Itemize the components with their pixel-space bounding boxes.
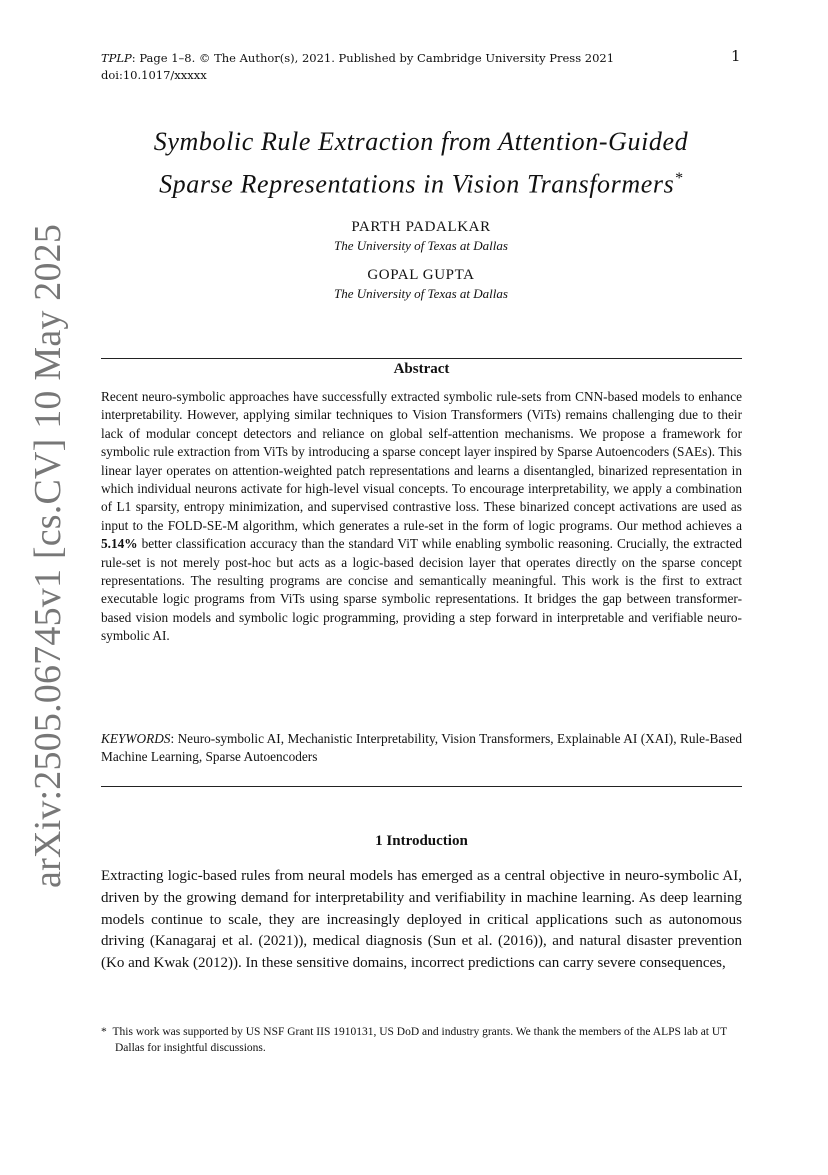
title-line-2: Sparse Representations in Vision Transformers*	[159, 169, 683, 199]
keywords-text: : Neuro-symbolic AI, Mechanistic Interpretability, Vision Transformers, Explainable AI (XAI), Rule-Based Machine Learning, Sparse Autoencoders	[101, 731, 742, 765]
page-number: 1	[731, 47, 741, 65]
abstract-bottom-rule	[101, 786, 742, 787]
footnote	[101, 1024, 742, 1056]
introduction-text: Extracting logic-based rules from neural models has emerged as a central objective in neuro-symbolic AI, driven by the growing demand for interpretability and verifiability in machine learning. As deep learning models continue to scale, they are increasingly deployed in critical applications such as autonomous driving (Kanagaraj et al. (2021)), medical diagnosis (Sun et al. (2016)), and natural disaster prevention (Ko and Kwak (2012)). In these sensitive domains, incorrect predictions can carry severe consequences,	[101, 868, 742, 972]
arxiv-side-stamp: arXiv:2505.06745v1 [cs.CV] 10 May 2025	[27, 223, 69, 888]
author-name: GOPAL GUPTA	[367, 267, 475, 283]
abstract-top-rule	[101, 358, 742, 359]
author-affiliation: The University of Texas at Dallas	[334, 286, 508, 301]
footnote-mark: *	[101, 1026, 107, 1038]
abstract-heading: Abstract	[393, 361, 450, 377]
section-heading-introduction: 1 Introduction	[375, 833, 468, 849]
journal-name: TPLP	[101, 51, 132, 65]
running-head	[101, 50, 661, 84]
running-head-line1	[101, 50, 661, 67]
running-head-rest: : Page 1–8. © The Author(s), 2021. Published by Cambridge University Press 2021	[131, 51, 615, 65]
author-affiliation: The University of Texas at Dallas	[334, 238, 508, 253]
author-name: PARTH PADALKAR	[351, 219, 491, 235]
keywords	[101, 730, 742, 767]
footnote-text: This work was supported by US NSF Grant IIS 1910131, US DoD and industry grants. We thank the members of the ALPS lab at UT Dallas for insightful discussions.	[112, 1026, 727, 1054]
doi: doi:10.1017/xxxxx	[101, 68, 207, 82]
title-line-1: Symbolic Rule Extraction from Attention-Guided	[153, 127, 689, 156]
accuracy-highlight: 5.14%	[101, 536, 138, 552]
paper-title	[60, 123, 782, 203]
abstract-text: Recent neuro-symbolic approaches have successfully extracted symbolic rule-sets from CNN-based models to enhance interpretability. However, applying similar techniques to Vision Transformers (ViTs) remains challenging due to their lack of modular concept detectors and reliance on global self-attention mechanisms. We propose a framework for symbolic rule extraction from ViTs by introducing a sparse concept layer inspired by Sparse Autoencoders (SAEs). This linear layer operates on attention-weighted patch representations and learns a disentangled, binarized representation in which individual neurons activate for high-level visual concepts. To encourage interpretability, we apply a combination of L1 sparsity, entropy minimization, and supervised contrastive loss. These binarized concept activations are used as input to the FOLD-SE-M algorithm, which generates a rule-set in the form of logic programs. Our method achieves a 5.14% better classification accuracy than the standard ViT while enabling symbolic reasoning. Crucially, the extracted rule-set is not merely post-hoc but acts as a logic-based decision layer that operates directly on the sparse concept representations. The resulting programs are concise and semantically meaningful. This work is the first to extract executable logic programs from ViTs using sparse symbolic representations. It bridges the gap between transformer-based vision models and symbolic logic programming, providing a step forward in interpretable and verifiable neuro-symbolic AI.	[101, 389, 742, 644]
keywords-label: KEYWORDS	[101, 731, 171, 746]
title-footnote-mark: *	[674, 170, 683, 187]
